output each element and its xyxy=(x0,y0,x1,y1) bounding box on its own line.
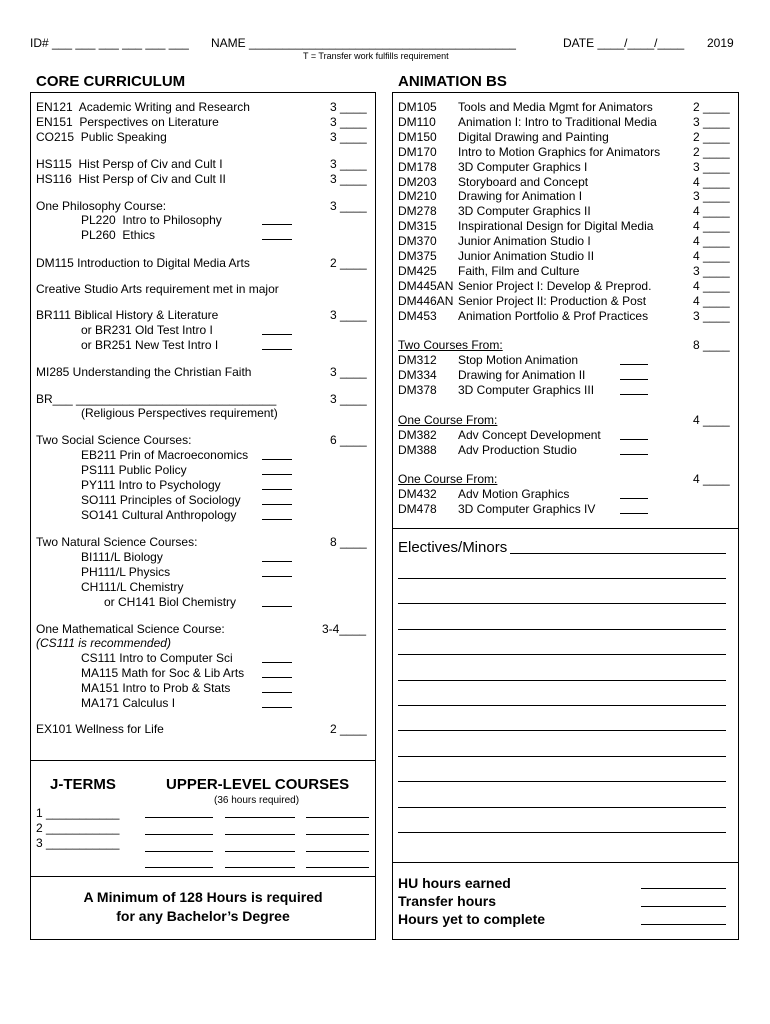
check-blank[interactable] xyxy=(262,229,292,240)
course-row: HS116 Hist Persp of Civ and Cult II xyxy=(36,172,226,186)
upper-course-blank[interactable] xyxy=(225,824,295,835)
hours-field[interactable]: 6 ____ xyxy=(330,433,367,447)
course-option: PY111 Intro to Psychology xyxy=(81,478,221,492)
course-option: CH111/L Chemistry xyxy=(81,580,184,594)
course-row xyxy=(398,219,653,233)
hours-field[interactable]: 2 ____ xyxy=(693,144,730,159)
course-row xyxy=(398,264,579,278)
course-code: DM425 xyxy=(398,263,437,278)
course-row xyxy=(398,309,648,323)
hours-field[interactable]: 2 ____ xyxy=(330,256,367,270)
remaining-hours-field[interactable] xyxy=(641,914,726,925)
upper-course-blank[interactable] xyxy=(145,857,213,868)
course-option: DM478 3D Computer Graphics IV xyxy=(398,502,596,516)
check-blank[interactable] xyxy=(262,652,292,663)
check-blank[interactable] xyxy=(262,667,292,678)
check-blank[interactable] xyxy=(620,488,648,499)
divider xyxy=(30,760,376,761)
jterm-field[interactable]: 2 ___________ xyxy=(36,821,120,835)
check-blank[interactable] xyxy=(620,429,648,440)
elective-blank[interactable] xyxy=(398,568,726,579)
course-code: DM210 xyxy=(398,189,437,204)
hours-field[interactable]: 3 ____ xyxy=(693,114,730,129)
dm115-row: DM115 Introduction to Digital Media Arts xyxy=(36,256,250,270)
hours-field[interactable]: 4 ____ xyxy=(693,204,730,219)
animation-bs-title: ANIMATION BS xyxy=(398,73,507,90)
course-title: Digital Drawing and Painting xyxy=(458,129,609,144)
check-blank[interactable] xyxy=(620,503,648,514)
course-option: BI111/L Biology xyxy=(81,550,163,564)
course-title: 3D Computer Graphics II xyxy=(458,204,591,219)
course-code: DM105 xyxy=(398,100,437,114)
course-option: DM312 Stop Motion Animation xyxy=(398,353,579,367)
mi285-row: MI285 Understanding the Christian Faith xyxy=(36,365,252,379)
check-blank[interactable] xyxy=(262,682,292,693)
elective-blank[interactable] xyxy=(398,644,726,655)
course-option: or BR251 New Test Intro I xyxy=(81,338,219,352)
transfer-hours-label: Transfer hours xyxy=(398,893,497,909)
core-curriculum-title: CORE CURRICULUM xyxy=(36,73,186,90)
upper-course-blank[interactable] xyxy=(145,824,213,835)
elective-blank[interactable] xyxy=(398,720,726,731)
course-title: Senior Project II: Production & Post xyxy=(458,293,647,308)
course-title: Inspirational Design for Digital Media xyxy=(458,219,654,234)
course-option: or BR231 Old Test Intro I xyxy=(81,323,213,337)
hours-field[interactable]: 3 ____ xyxy=(330,100,367,114)
course-option: SO111 Principles of Sociology xyxy=(81,493,241,507)
minimum-hours-note: for any Bachelor’s Degree xyxy=(116,908,290,924)
course-code: DM453 xyxy=(398,308,437,323)
check-blank[interactable] xyxy=(262,214,292,225)
course-option: DM378 3D Computer Graphics III xyxy=(398,383,595,397)
course-row xyxy=(398,175,588,189)
check-blank[interactable] xyxy=(262,479,292,490)
elective-blank[interactable] xyxy=(398,797,726,808)
course-title: Junior Animation Studio I xyxy=(458,234,591,249)
hours-field[interactable]: 3 ____ xyxy=(693,189,730,204)
upper-course-blank[interactable] xyxy=(225,857,295,868)
course-title: Faith, Film and Culture xyxy=(458,263,580,278)
course-row xyxy=(398,160,587,174)
course-title: Drawing for Animation I xyxy=(458,189,583,204)
group-label: One Course From: xyxy=(398,472,498,486)
hours-field[interactable]: 3 ____ xyxy=(330,199,367,213)
course-row xyxy=(398,115,657,129)
hours-field[interactable]: 4 ____ xyxy=(693,293,730,308)
elective-blank[interactable] xyxy=(398,822,726,833)
check-blank[interactable] xyxy=(262,566,292,577)
divider xyxy=(30,876,376,877)
hours-field[interactable]: 4 ____ xyxy=(693,278,730,293)
group-label: Two Courses From: xyxy=(398,338,503,352)
elective-blank[interactable] xyxy=(398,593,726,604)
check-blank[interactable] xyxy=(262,464,292,475)
course-row xyxy=(398,189,582,203)
hours-field[interactable]: 3 ____ xyxy=(693,308,730,323)
br-elective-field[interactable]: BR___ ______________________________ xyxy=(36,392,277,406)
course-option: DM432 Adv Motion Graphics xyxy=(398,487,570,501)
hours-field[interactable]: 3 ____ xyxy=(330,172,367,186)
check-blank[interactable] xyxy=(262,339,292,350)
ex101-row: EX101 Wellness for Life xyxy=(36,722,164,736)
course-option: MA171 Calculus I xyxy=(81,696,176,710)
hours-field[interactable]: 2 ____ xyxy=(693,129,730,144)
remaining-hours-label: Hours yet to complete xyxy=(398,911,546,927)
upper-course-blank[interactable] xyxy=(225,807,295,818)
check-blank[interactable] xyxy=(262,551,292,562)
transfer-hours-field[interactable] xyxy=(641,896,726,907)
course-title: 3D Computer Graphics I xyxy=(458,159,588,174)
elective-blank[interactable] xyxy=(398,695,726,706)
hours-field[interactable]: 4 ____ xyxy=(693,413,730,427)
course-title: Animation Portfolio & Prof Practices xyxy=(458,308,649,323)
check-blank[interactable] xyxy=(262,324,292,335)
course-option: MA151 Intro to Prob & Stats xyxy=(81,681,231,695)
upper-course-blank[interactable] xyxy=(225,841,295,852)
date-field[interactable]: DATE ____/____/____ xyxy=(563,36,685,50)
course-title: Intro to Motion Graphics for Animators xyxy=(458,144,661,159)
course-option: PH111/L Physics xyxy=(81,565,171,579)
check-blank[interactable] xyxy=(620,444,648,455)
creative-note: Creative Studio Arts requirement met in major xyxy=(36,282,279,296)
course-code: DM110 xyxy=(398,114,436,129)
course-option: PS111 Public Policy xyxy=(81,463,187,477)
hours-field[interactable]: 4 ____ xyxy=(693,472,730,486)
check-blank[interactable] xyxy=(262,697,292,708)
course-code: DM150 xyxy=(398,129,437,144)
name-field[interactable]: NAME ________________________________________ xyxy=(211,36,516,50)
elective-blank[interactable] xyxy=(398,619,726,630)
course-row xyxy=(398,249,594,263)
elective-blank[interactable] xyxy=(398,771,726,782)
hours-field[interactable]: 4 ____ xyxy=(693,234,730,249)
hours-field[interactable]: 3 ____ xyxy=(330,115,367,129)
divider xyxy=(392,862,739,863)
check-blank[interactable] xyxy=(262,449,292,460)
upper-course-blank[interactable] xyxy=(306,807,369,818)
course-code: DM446AN xyxy=(398,293,454,308)
course-option: DM382 Adv Concept Development xyxy=(398,428,601,442)
hu-hours-label: HU hours earned xyxy=(398,875,511,891)
upper-course-blank[interactable] xyxy=(306,824,369,835)
course-row: HS115 Hist Persp of Civ and Cult I xyxy=(36,157,223,171)
course-row xyxy=(398,145,660,159)
check-blank[interactable] xyxy=(262,494,292,505)
group-label: One Course From: xyxy=(398,413,498,427)
electives-title: Electives/Minors xyxy=(398,539,508,556)
course-row: CO215 Public Speaking xyxy=(36,130,167,144)
course-code: DM278 xyxy=(398,204,437,219)
divider xyxy=(392,528,739,529)
course-title: Animation I: Intro to Traditional Media xyxy=(458,114,657,129)
course-row xyxy=(398,234,591,248)
hours-field[interactable]: 2 ____ xyxy=(693,100,730,114)
elective-blank[interactable] xyxy=(398,670,726,681)
upper-course-blank[interactable] xyxy=(306,857,369,868)
course-code: DM203 xyxy=(398,174,437,189)
philosophy-label: One Philosophy Course: xyxy=(36,199,167,213)
course-option: PL220 Intro to Philosophy xyxy=(81,213,222,227)
hours-field[interactable]: 8 ____ xyxy=(330,535,367,549)
course-code: DM315 xyxy=(398,219,437,234)
jterm-field[interactable]: 3 ___________ xyxy=(36,836,120,850)
course-code: DM370 xyxy=(398,234,437,249)
course-title: Senior Project I: Develop & Preprod. xyxy=(458,278,652,293)
upper-level-note: (36 hours required) xyxy=(214,795,300,806)
course-option: CS111 Intro to Computer Sci xyxy=(81,651,233,665)
course-option: or CH141 Biol Chemistry xyxy=(104,595,237,609)
check-blank[interactable] xyxy=(262,596,292,607)
course-option: DM334 Drawing for Animation II xyxy=(398,368,586,382)
hours-field[interactable]: 4 ____ xyxy=(693,219,730,234)
course-code: DM445AN xyxy=(398,278,454,293)
hours-field[interactable]: 3 ____ xyxy=(693,159,730,174)
check-blank[interactable] xyxy=(620,369,648,380)
course-row: EN151 Perspectives on Literature xyxy=(36,115,219,129)
course-option: SO141 Cultural Anthropology xyxy=(81,508,237,522)
course-code: DM170 xyxy=(398,144,437,159)
bible-row: BR111 Biblical History & Literature xyxy=(36,308,219,322)
course-row xyxy=(398,279,651,293)
hours-field[interactable]: 2 ____ xyxy=(330,722,367,736)
course-row xyxy=(398,204,591,218)
course-title: Tools and Media Mgmt for Animators xyxy=(458,100,653,114)
course-title: Storyboard and Concept xyxy=(458,174,589,189)
hours-field[interactable]: 3 ____ xyxy=(693,263,730,278)
hours-field[interactable]: 4 ____ xyxy=(693,174,730,189)
hours-field[interactable]: 3 ____ xyxy=(330,157,367,171)
course-option: PL260 Ethics xyxy=(81,228,156,242)
hours-field[interactable]: 4 ____ xyxy=(693,249,730,263)
religious-note: (Religious Perspectives requirement) xyxy=(81,406,278,420)
hours-field[interactable]: 3-4____ xyxy=(322,622,367,636)
hours-field[interactable]: 3 ____ xyxy=(330,130,367,144)
course-row xyxy=(398,130,609,144)
transfer-note: T = Transfer work fulfills requirement xyxy=(303,51,449,61)
natural-science-label: Two Natural Science Courses: xyxy=(36,535,198,549)
hours-field[interactable]: 3 ____ xyxy=(330,308,367,322)
jterms-title: J-TERMS xyxy=(50,776,116,793)
course-row xyxy=(398,100,653,114)
hours-field[interactable]: 8 ____ xyxy=(693,338,730,352)
upper-course-blank[interactable] xyxy=(306,841,369,852)
upper-course-blank[interactable] xyxy=(145,841,213,852)
course-code: DM178 xyxy=(398,159,437,174)
course-title: Junior Animation Studio II xyxy=(458,249,595,263)
elective-blank[interactable] xyxy=(510,543,726,554)
course-option: DM388 Adv Production Studio xyxy=(398,443,577,457)
course-row xyxy=(398,294,646,308)
jterm-field[interactable]: 1 ___________ xyxy=(36,806,120,820)
math-note: (CS111 is recommended) xyxy=(36,636,171,650)
hours-field[interactable]: 3 ____ xyxy=(330,365,367,379)
check-blank[interactable] xyxy=(620,354,648,365)
check-blank[interactable] xyxy=(620,384,648,395)
hours-field[interactable]: 3 ____ xyxy=(330,392,367,406)
course-option: MA115 Math for Soc & Lib Arts xyxy=(81,666,245,680)
hu-hours-field[interactable] xyxy=(641,878,726,889)
math-label: One Mathematical Science Course: xyxy=(36,622,225,636)
elective-blank[interactable] xyxy=(398,746,726,757)
course-code: DM375 xyxy=(398,249,437,263)
minimum-hours-note: A Minimum of 128 Hours is required xyxy=(83,889,323,905)
upper-level-title: UPPER-LEVEL COURSES xyxy=(166,776,350,793)
year-label: 2019 xyxy=(707,36,734,50)
check-blank[interactable] xyxy=(262,509,292,520)
course-row: EN121 Academic Writing and Research xyxy=(36,100,250,114)
id-field[interactable]: ID# ___ ___ ___ ___ ___ ___ xyxy=(30,36,189,50)
course-option: EB211 Prin of Macroeconomics xyxy=(81,448,249,462)
social-science-label: Two Social Science Courses: xyxy=(36,433,192,447)
upper-course-blank[interactable] xyxy=(145,807,213,818)
